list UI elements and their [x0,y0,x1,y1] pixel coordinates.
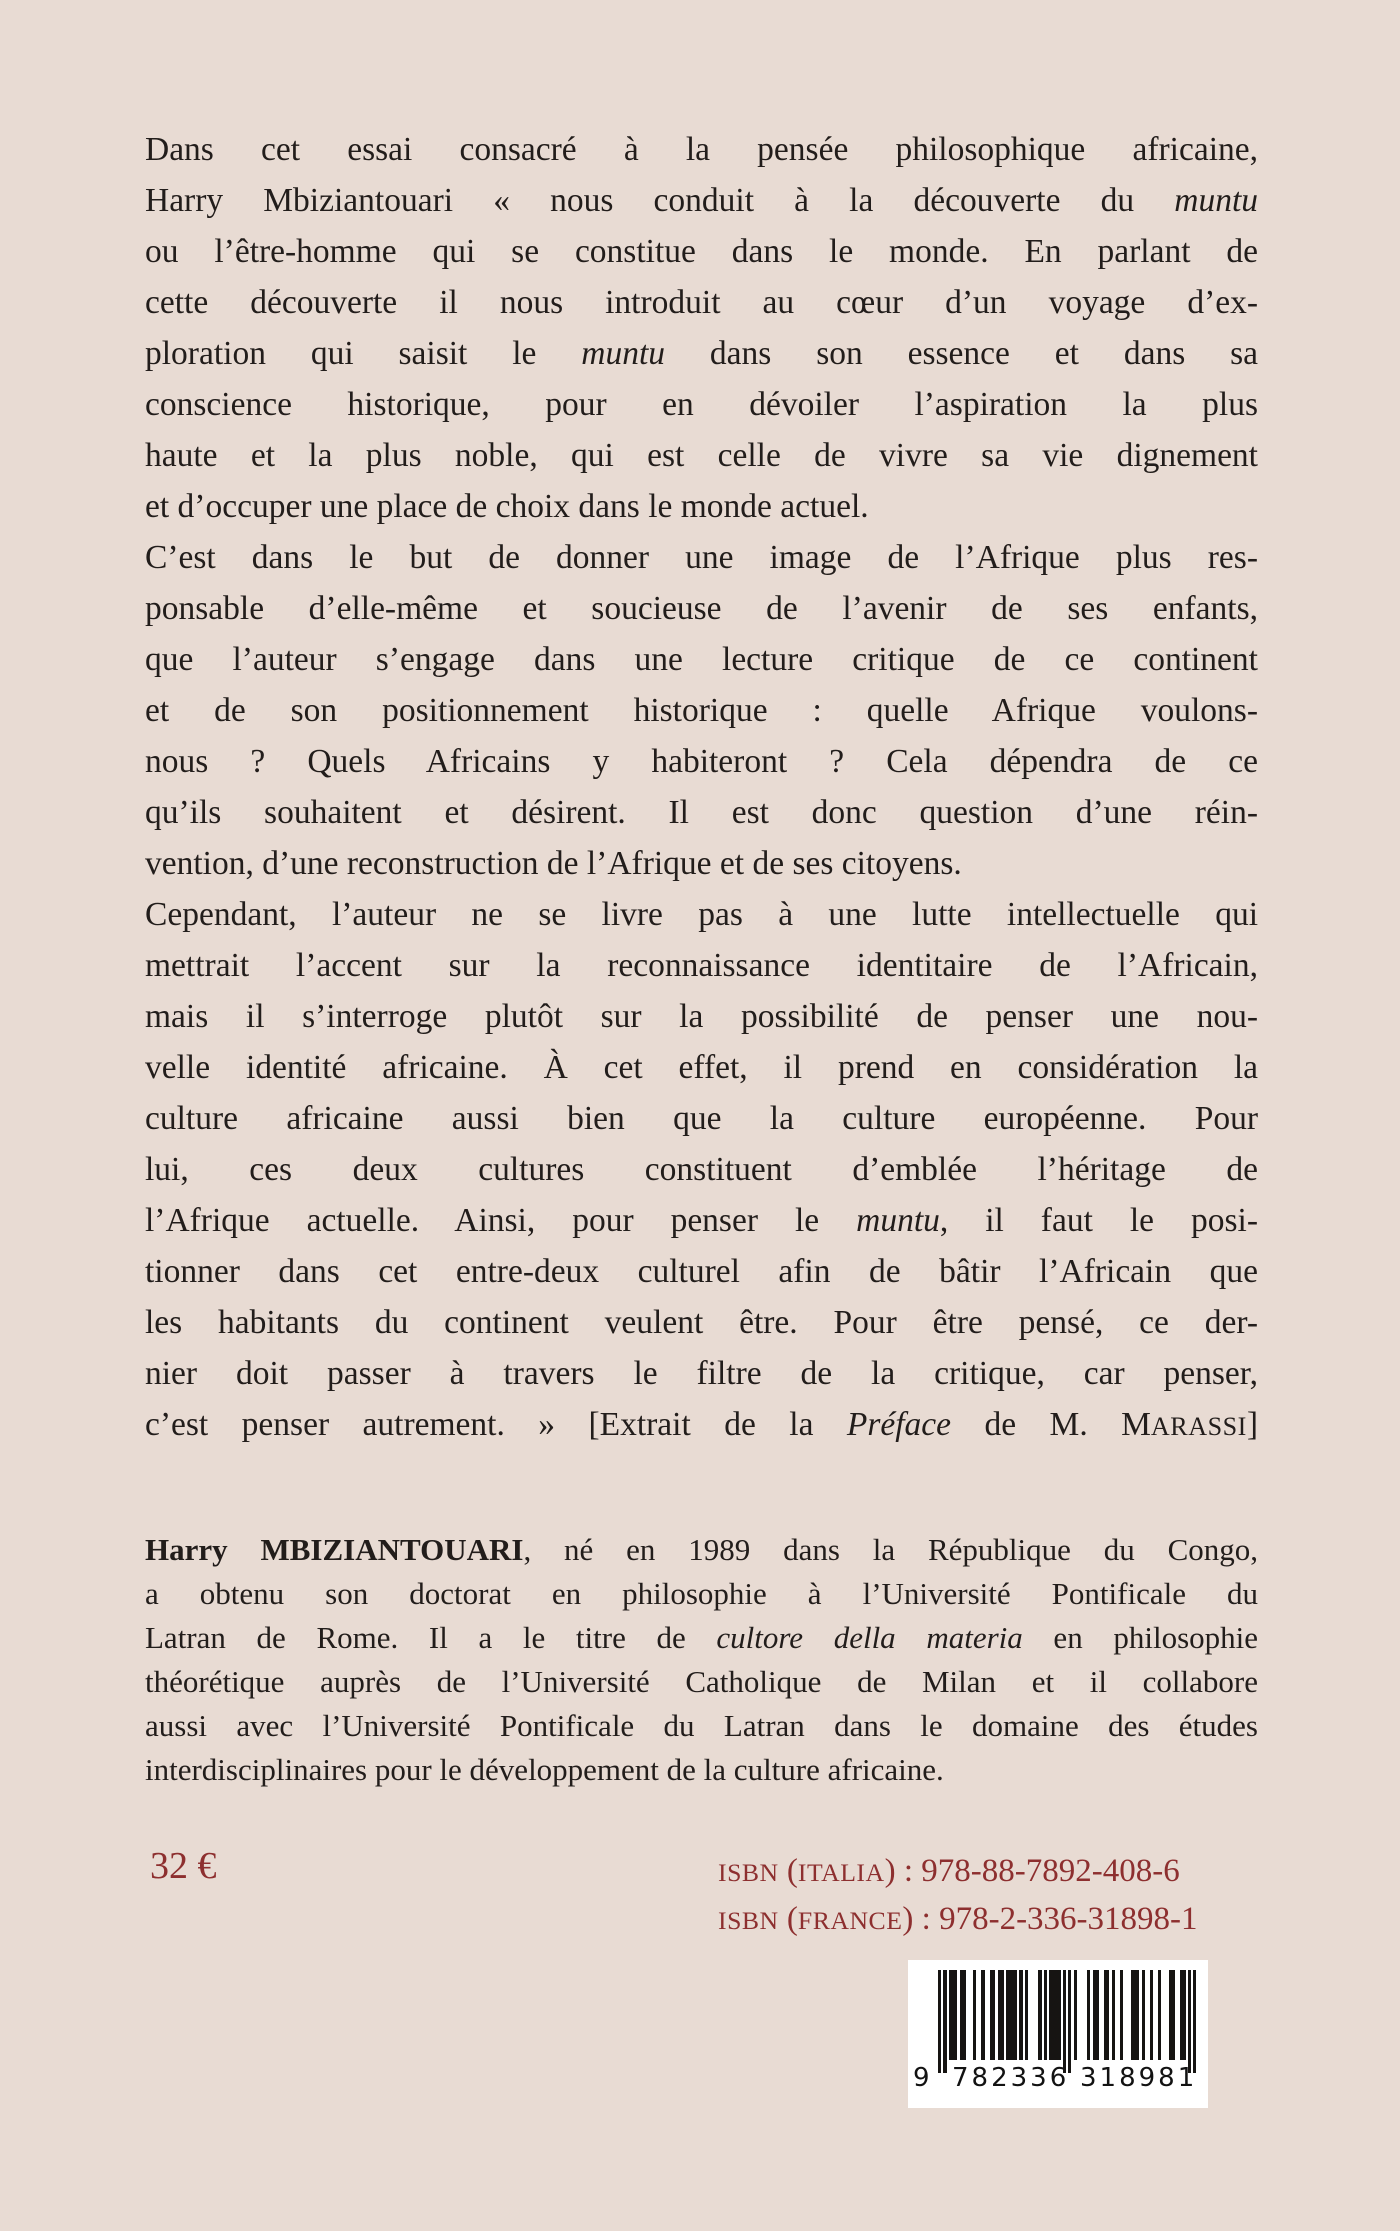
barcode [908,1960,1208,2108]
text-line: et de son positionnement historique : quelle Afrique voulons- [145,692,1258,729]
text-line: ISBN (FRANCE) : 978-2-336-31898-1 [718,1901,1198,1937]
text-line: Dans cet essai consacré à la pensée philosophique africaine, [145,131,1258,168]
text-line: que l’auteur s’engage dans une lecture critique de ce continent [145,641,1258,678]
text-line: lui, ces deux cultures constituent d’emblée l’héritage de [145,1151,1258,1188]
barcode-digits [908,2062,1208,2096]
text-line: qu’ils souhaitent et désirent. Il est donc question d’une réin- [145,794,1258,831]
text-line: et d’occuper une place de choix dans le monde actuel. [145,488,869,525]
text-line: ISBN (ITALIA) : 978-88-7892-408-6 [718,1853,1180,1889]
text-line: mettrait l’accent sur la reconnaissance identitaire de l’Africain, [145,947,1258,984]
text-line: cette découverte il nous introduit au cœur d’un voyage d’ex- [145,284,1258,321]
text-line: ponsable d’elle-même et soucieuse de l’avenir de ses enfants, [145,590,1258,627]
text-line: tionner dans cet entre-deux culturel afin de bâtir l’Africain que [145,1253,1258,1290]
barcode-lead-digit: 9 [913,2063,930,2093]
price-label: 32 € [150,1845,217,1887]
text-line: l’Afrique actuelle. Ainsi, pour penser le muntu, il faut le posi- [145,1202,1258,1239]
text-line: velle identité africaine. À cet effet, il prend en considération la [145,1049,1258,1086]
text-line: Cependant, l’auteur ne se livre pas à une lutte intellectuelle qui [145,896,1258,933]
text-line: vention, d’une reconstruction de l’Afrique et de ses citoyens. [145,845,962,882]
text-line: ou l’être-homme qui se constitue dans le monde. En parlant de [145,233,1258,270]
text-line: interdisciplinaires pour le développement de la culture africaine. [145,1752,944,1787]
text-line: théorétique auprès de l’Université Catholique de Milan et il collabore [145,1664,1258,1699]
synopsis-paragraph-2 [145,532,1258,889]
text-line: mais il s’interroge plutôt sur la possibilité de penser une nou- [145,998,1258,1035]
text-line: ploration qui saisit le muntu dans son essence et dans sa [145,335,1259,372]
synopsis-paragraph-3 [145,889,1258,1452]
text-line: a obtenu son doctorat en philosophie à l’Université Pontificale du [145,1576,1258,1611]
barcode-digit-group-1: 782336 [952,2063,1070,2093]
text-line: nier doit passer à travers le filtre de la critique, car penser, [145,1355,1258,1392]
synopsis [145,124,1258,1452]
text-line: c’est penser autrement. » [Extrait de la Préface de M. MARASSI] [145,1406,1258,1443]
barcode-digit-group-2: 318981 [1080,2063,1198,2093]
text-line: conscience historique, pour en dévoiler l’aspiration la plus [145,386,1258,423]
text-line: Latran de Rome. Il a le titre de cultore della materia en philosophie [145,1620,1258,1655]
text-line: aussi avec l’Université Pontificale du Latran dans le domaine des études [145,1708,1258,1743]
author-bio [145,1528,1258,1792]
text-line: les habitants du continent veulent être. Pour être pensé, ce der- [145,1304,1258,1341]
synopsis-paragraph-1 [145,124,1258,532]
text-line: C’est dans le but de donner une image de l’Afrique plus res- [145,539,1258,576]
text-line: haute et la plus noble, qui est celle de vivre sa vie dignement [145,437,1258,474]
text-line: nous ? Quels Africains y habiteront ? Cela dépendra de ce [145,743,1258,780]
text-line: culture africaine aussi bien que la culture européenne. Pour [145,1100,1258,1137]
text-line: Harry MBIZIANTOUARI, né en 1989 dans la République du Congo, [145,1532,1259,1567]
text-line: Harry Mbiziantouari « nous conduit à la découverte du muntu [145,182,1258,219]
isbn-block [718,1848,1198,1944]
